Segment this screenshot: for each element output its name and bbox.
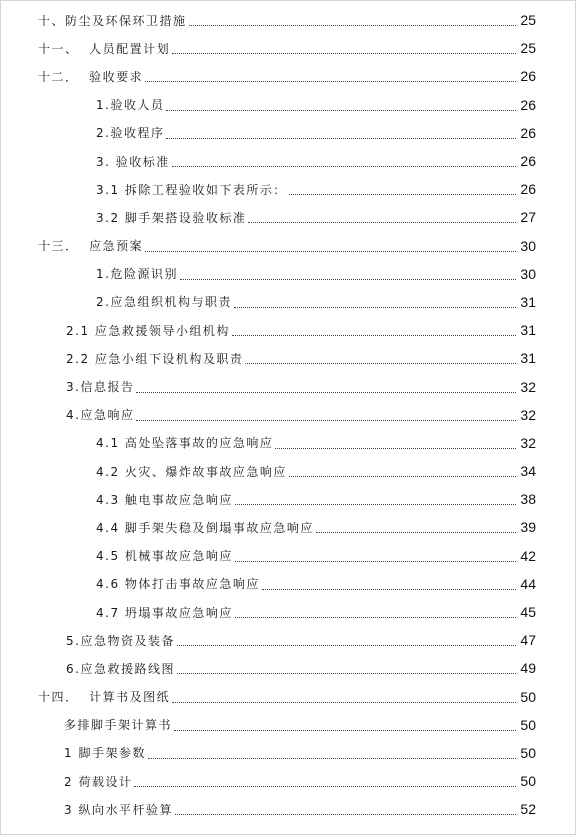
toc-entry-page-number: 45 [520, 604, 536, 621]
toc-entry-title: 十二． 验收要求 [38, 69, 144, 84]
toc-entry-title: 4.7 坍塌事故应急响应 [96, 605, 233, 620]
toc-entry[interactable] [0, 344, 576, 372]
dot-leader [174, 729, 516, 731]
toc-entry[interactable] [0, 147, 576, 175]
toc-entry[interactable] [0, 91, 576, 119]
toc-entry-page-number: 50 [520, 744, 536, 761]
dot-leader [180, 278, 516, 280]
toc-entry-page-number: 32 [520, 378, 536, 395]
toc-entry[interactable] [0, 429, 576, 457]
toc-entry-page-number: 26 [520, 68, 536, 85]
toc-entry[interactable] [0, 711, 576, 739]
toc-entry[interactable] [0, 288, 576, 316]
toc-entry-title: 十三． 应急预案 [38, 239, 144, 254]
toc-entry[interactable] [0, 598, 576, 626]
dot-leader [166, 137, 516, 139]
toc-entry[interactable] [0, 542, 576, 570]
toc-entry[interactable] [0, 119, 576, 147]
dot-leader [134, 785, 516, 787]
dot-leader [235, 616, 516, 618]
toc-entry[interactable] [0, 739, 576, 767]
toc-entry-title: 4.1 高处坠落事故的应急响应 [96, 436, 274, 451]
dot-leader [289, 193, 516, 195]
dot-leader [145, 80, 516, 82]
toc-entry-page-number: 31 [520, 293, 536, 310]
toc-entry[interactable] [0, 260, 576, 288]
toc-entry-title: 十一、 人员配置计划 [38, 41, 171, 56]
dot-leader [289, 475, 516, 477]
dot-leader [145, 250, 516, 252]
toc-entry-page-number: 44 [520, 575, 536, 592]
toc-entry-page-number: 25 [520, 12, 536, 29]
toc-entry-page-number: 26 [520, 124, 536, 141]
toc-entry-page-number: 31 [520, 350, 536, 367]
toc-entry[interactable] [0, 654, 576, 682]
dot-leader [172, 165, 516, 167]
dot-leader [177, 672, 516, 674]
toc-entry-title: 5.应急物资及装备 [66, 633, 175, 648]
toc-entry-page-number: 47 [520, 632, 536, 649]
dot-leader [316, 531, 516, 533]
dot-leader [235, 560, 516, 562]
dot-leader [172, 701, 516, 703]
toc-entry-page-number: 39 [520, 519, 536, 536]
toc-entry[interactable] [0, 203, 576, 231]
toc-entry-page-number: 49 [520, 660, 536, 677]
toc-entry-title: 十四． 计算书及图纸 [38, 690, 171, 705]
toc-entry-title: 3.1 拆除工程验收如下表所示： [96, 182, 287, 197]
toc-entry-title: 2 荷载设计 [64, 774, 133, 789]
toc-entry-page-number: 42 [520, 547, 536, 564]
toc-entry-page-number: 32 [520, 406, 536, 423]
toc-entry-title: 1.危险源识别 [96, 267, 178, 282]
toc-entry-page-number: 50 [520, 716, 536, 733]
toc-entry-page-number: 26 [520, 96, 536, 113]
dot-leader [262, 588, 516, 590]
toc-entry-title: 2.1 应急救援领导小组机构 [66, 323, 230, 338]
toc-entry-page-number: 34 [520, 463, 536, 480]
dot-leader [136, 419, 516, 421]
toc-entry[interactable] [0, 457, 576, 485]
toc-entry-page-number: 30 [520, 265, 536, 282]
dot-leader [148, 757, 516, 759]
toc-entry-title: 3.2 脚手架搭设验收标准 [96, 210, 247, 225]
toc-entry-title: 多排脚手架计算书 [64, 718, 173, 733]
toc-entry[interactable] [0, 34, 576, 62]
dot-leader [189, 24, 516, 26]
dot-leader [136, 391, 516, 393]
toc-entry-title: 3.信息报告 [66, 380, 135, 395]
toc-entry[interactable] [0, 372, 576, 400]
toc-entry-title: 4.2 火灾、爆炸故事故应急响应 [96, 464, 287, 479]
toc-entry[interactable] [0, 485, 576, 513]
dot-leader [248, 221, 516, 223]
toc-entry[interactable] [0, 626, 576, 654]
toc-entry-title: 4.3 触电事故应急响应 [96, 492, 233, 507]
toc-entry-page-number: 50 [520, 773, 536, 790]
dot-leader [275, 447, 516, 449]
toc-entry-page-number: 25 [520, 40, 536, 57]
toc-entry-title: 十、防尘及环保环卫措施 [38, 13, 187, 28]
toc-entry[interactable] [0, 570, 576, 598]
toc-entry[interactable] [0, 401, 576, 429]
toc-entry-page-number: 38 [520, 491, 536, 508]
toc-entry[interactable] [0, 683, 576, 711]
toc-entry-title: 2.验收程序 [96, 126, 165, 141]
toc-entry-title: 4.6 物体打击事故应急响应 [96, 577, 260, 592]
toc-entry-title: 4.4 脚手架失稳及倒塌事故应急响应 [96, 520, 314, 535]
toc-entry[interactable] [0, 62, 576, 90]
toc-entry[interactable] [0, 232, 576, 260]
dot-leader [232, 334, 516, 336]
toc-entry-page-number: 26 [520, 181, 536, 198]
toc-entry[interactable] [0, 316, 576, 344]
toc-entry-title: 2.2 应急小组下设机构及职责 [66, 351, 244, 366]
toc-entry-page-number: 26 [520, 153, 536, 170]
toc-entry[interactable] [0, 175, 576, 203]
dot-leader [172, 52, 516, 54]
toc-entry-page-number: 31 [520, 322, 536, 339]
toc-entry-page-number: 27 [520, 209, 536, 226]
toc-entry-page-number: 50 [520, 688, 536, 705]
dot-leader [235, 503, 516, 505]
dot-leader [166, 109, 516, 111]
toc-entry-page-number: 32 [520, 434, 536, 451]
toc-entry[interactable] [0, 6, 576, 34]
toc-entry-title: 4.5 机械事故应急响应 [96, 549, 233, 564]
toc-entry-title: 1.验收人员 [96, 98, 165, 113]
toc-entry-title: 2.应急组织机构与职责 [96, 295, 232, 310]
toc-entry[interactable] [0, 767, 576, 795]
dot-leader [234, 306, 516, 308]
toc-entry-page-number: 52 [520, 801, 536, 818]
toc-entry-page-number: 30 [520, 237, 536, 254]
dot-leader [245, 362, 516, 364]
toc-entry-title: 1 脚手架参数 [64, 746, 146, 761]
toc-entry-title: 4.应急响应 [66, 408, 135, 423]
toc-entry-title: 3. 验收标准 [96, 154, 170, 169]
toc-entry[interactable] [0, 795, 576, 823]
dot-leader [177, 644, 516, 646]
toc-entry[interactable] [0, 513, 576, 541]
toc-entry-title: 3 纵向水平杆验算 [64, 802, 173, 817]
table-of-contents [0, 6, 576, 823]
toc-entry-title: 6.应急救援路线图 [66, 661, 175, 676]
dot-leader [175, 813, 516, 815]
